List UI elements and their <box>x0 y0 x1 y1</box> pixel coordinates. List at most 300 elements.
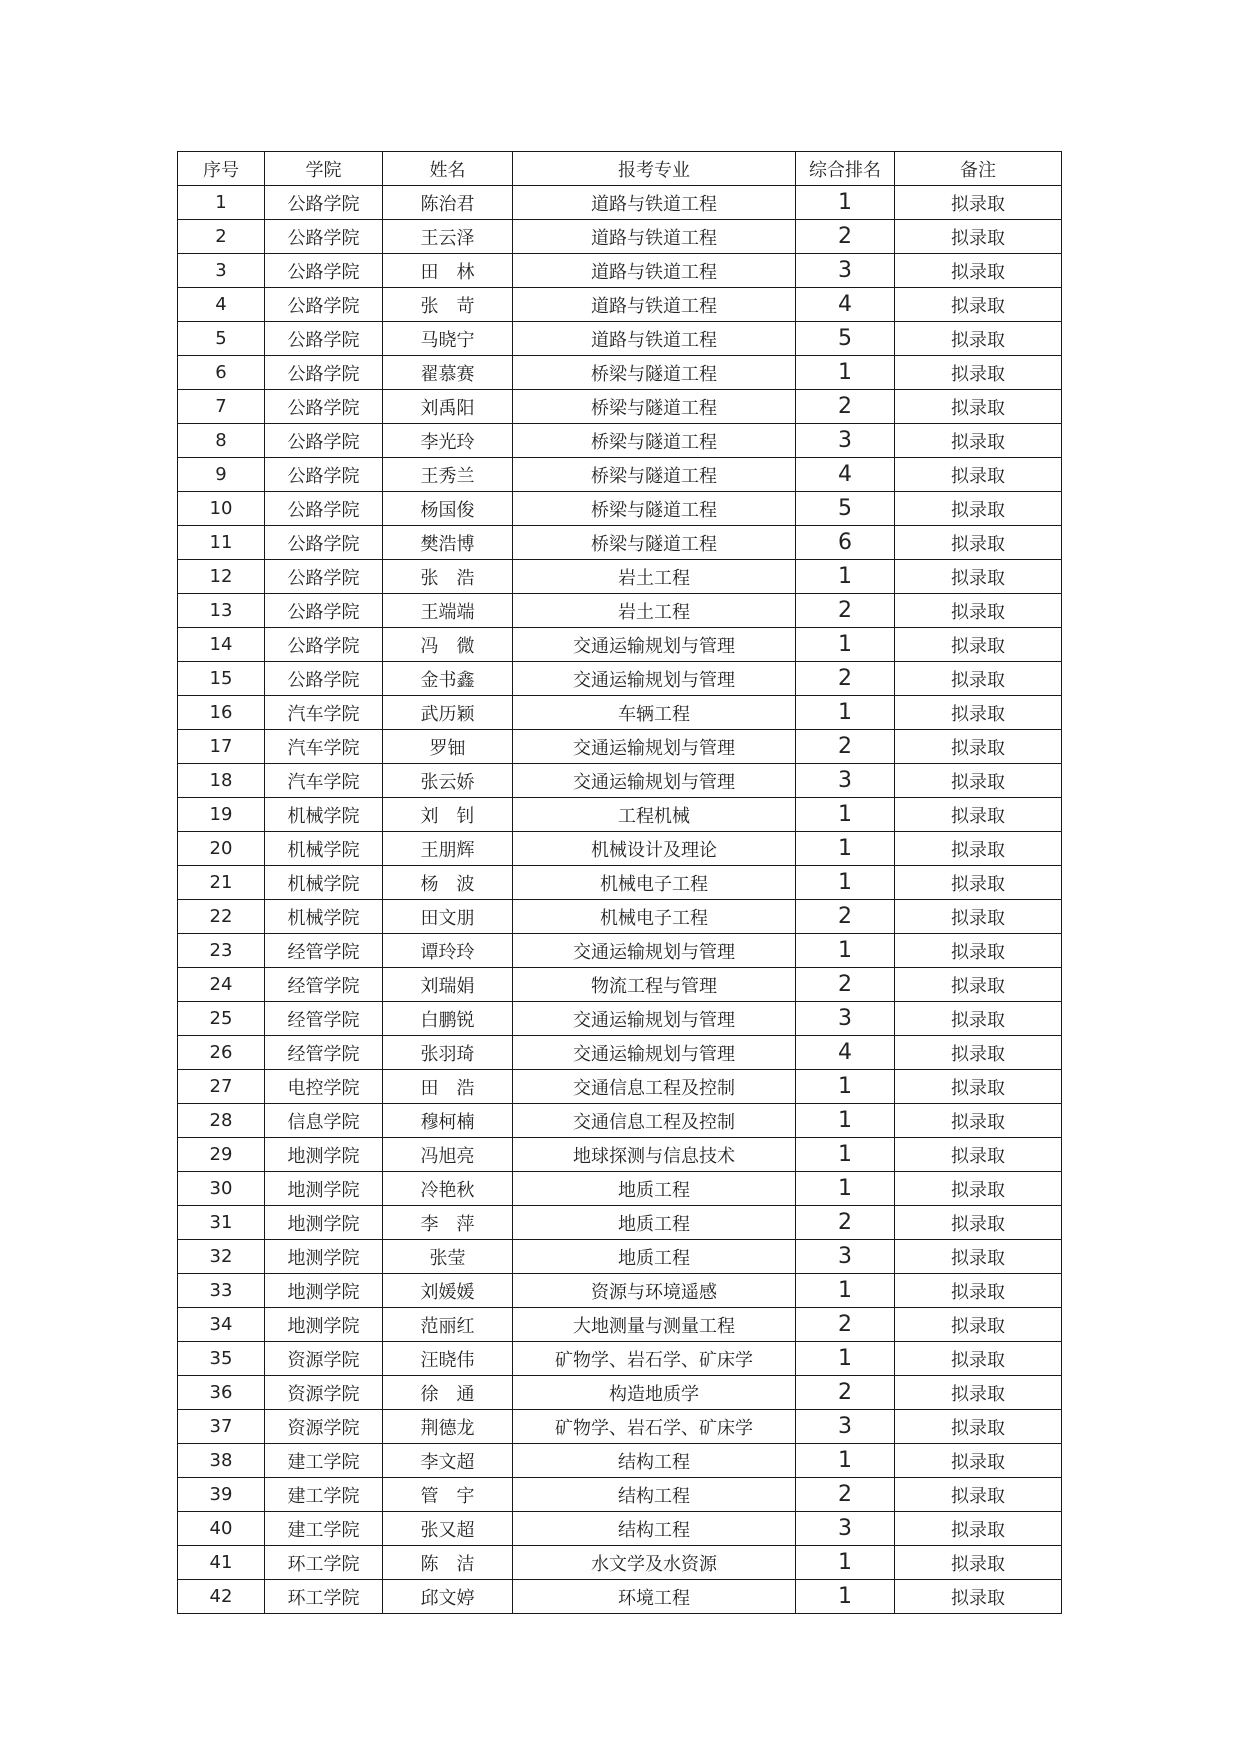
cell-note: 拟录取 <box>895 628 1062 662</box>
cell-name: 樊浩博 <box>383 526 513 560</box>
cell-major: 交通运输规划与管理 <box>513 1002 796 1036</box>
table-row <box>178 492 1062 526</box>
cell-name: 刘瑞娟 <box>383 968 513 1002</box>
cell-serial-number: 13 <box>178 594 265 628</box>
cell-rank: 2 <box>796 390 895 424</box>
cell-name: 冯旭亮 <box>383 1138 513 1172</box>
cell-major: 矿物学、岩石学、矿床学 <box>513 1410 796 1444</box>
cell-school: 公路学院 <box>265 356 383 390</box>
cell-school: 公路学院 <box>265 662 383 696</box>
cell-name: 杨国俊 <box>383 492 513 526</box>
admission-table <box>177 151 1062 1614</box>
cell-major: 交通运输规划与管理 <box>513 1036 796 1070</box>
cell-school: 环工学院 <box>265 1546 383 1580</box>
table-row <box>178 1002 1062 1036</box>
cell-rank: 1 <box>796 356 895 390</box>
cell-rank: 2 <box>796 1206 895 1240</box>
cell-note: 拟录取 <box>895 730 1062 764</box>
cell-note: 拟录取 <box>895 1512 1062 1546</box>
table-row <box>178 1172 1062 1206</box>
table-row <box>178 1308 1062 1342</box>
cell-note: 拟录取 <box>895 220 1062 254</box>
cell-major: 道路与铁道工程 <box>513 322 796 356</box>
cell-serial-number: 39 <box>178 1478 265 1512</box>
cell-school: 地测学院 <box>265 1240 383 1274</box>
cell-major: 车辆工程 <box>513 696 796 730</box>
cell-rank: 2 <box>796 1478 895 1512</box>
cell-major: 结构工程 <box>513 1478 796 1512</box>
cell-note: 拟录取 <box>895 934 1062 968</box>
cell-rank: 1 <box>796 1546 895 1580</box>
cell-major: 道路与铁道工程 <box>513 186 796 220</box>
cell-note: 拟录取 <box>895 832 1062 866</box>
cell-note: 拟录取 <box>895 492 1062 526</box>
cell-major: 机械电子工程 <box>513 866 796 900</box>
cell-name: 金书鑫 <box>383 662 513 696</box>
cell-note: 拟录取 <box>895 1478 1062 1512</box>
cell-name: 王端端 <box>383 594 513 628</box>
cell-rank: 2 <box>796 1308 895 1342</box>
table-header <box>178 152 1062 186</box>
cell-school: 公路学院 <box>265 322 383 356</box>
cell-serial-number: 5 <box>178 322 265 356</box>
cell-school: 公路学院 <box>265 594 383 628</box>
cell-school: 信息学院 <box>265 1104 383 1138</box>
cell-major: 交通运输规划与管理 <box>513 934 796 968</box>
cell-name: 刘 钊 <box>383 798 513 832</box>
cell-major: 岩土工程 <box>513 594 796 628</box>
cell-major: 构造地质学 <box>513 1376 796 1410</box>
cell-school: 经管学院 <box>265 934 383 968</box>
cell-rank: 1 <box>796 1172 895 1206</box>
cell-name: 冷艳秋 <box>383 1172 513 1206</box>
table-row <box>178 1580 1062 1614</box>
cell-school: 汽车学院 <box>265 696 383 730</box>
cell-serial-number: 20 <box>178 832 265 866</box>
cell-name: 张羽琦 <box>383 1036 513 1070</box>
cell-serial-number: 11 <box>178 526 265 560</box>
cell-rank: 1 <box>796 560 895 594</box>
cell-major: 结构工程 <box>513 1512 796 1546</box>
cell-note: 拟录取 <box>895 322 1062 356</box>
cell-major: 资源与环境遥感 <box>513 1274 796 1308</box>
cell-serial-number: 23 <box>178 934 265 968</box>
table-row <box>178 1512 1062 1546</box>
cell-name: 谭玲玲 <box>383 934 513 968</box>
cell-serial-number: 42 <box>178 1580 265 1614</box>
cell-note: 拟录取 <box>895 526 1062 560</box>
table-row <box>178 1138 1062 1172</box>
table-row <box>178 560 1062 594</box>
table-row <box>178 424 1062 458</box>
cell-rank: 3 <box>796 1512 895 1546</box>
cell-major: 环境工程 <box>513 1580 796 1614</box>
table-row <box>178 526 1062 560</box>
cell-serial-number: 37 <box>178 1410 265 1444</box>
cell-note: 拟录取 <box>895 424 1062 458</box>
table-row <box>178 594 1062 628</box>
cell-school: 经管学院 <box>265 968 383 1002</box>
cell-name: 张又超 <box>383 1512 513 1546</box>
table-row <box>178 1036 1062 1070</box>
cell-school: 资源学院 <box>265 1410 383 1444</box>
cell-major: 交通运输规划与管理 <box>513 628 796 662</box>
cell-serial-number: 18 <box>178 764 265 798</box>
cell-rank: 1 <box>796 1342 895 1376</box>
table-row <box>178 1410 1062 1444</box>
cell-major: 交通运输规划与管理 <box>513 662 796 696</box>
cell-rank: 1 <box>796 832 895 866</box>
cell-major: 桥梁与隧道工程 <box>513 390 796 424</box>
cell-rank: 1 <box>796 628 895 662</box>
cell-name: 白鹏锐 <box>383 1002 513 1036</box>
cell-rank: 2 <box>796 730 895 764</box>
cell-serial-number: 29 <box>178 1138 265 1172</box>
cell-serial-number: 17 <box>178 730 265 764</box>
table-row <box>178 900 1062 934</box>
table-row <box>178 832 1062 866</box>
cell-school: 公路学院 <box>265 492 383 526</box>
cell-serial-number: 35 <box>178 1342 265 1376</box>
cell-note: 拟录取 <box>895 356 1062 390</box>
cell-school: 建工学院 <box>265 1512 383 1546</box>
table-row <box>178 288 1062 322</box>
cell-name: 张 浩 <box>383 560 513 594</box>
cell-serial-number: 38 <box>178 1444 265 1478</box>
cell-note: 拟录取 <box>895 1274 1062 1308</box>
cell-name: 穆柯楠 <box>383 1104 513 1138</box>
cell-serial-number: 31 <box>178 1206 265 1240</box>
cell-note: 拟录取 <box>895 1444 1062 1478</box>
cell-rank: 1 <box>796 186 895 220</box>
table-row <box>178 458 1062 492</box>
cell-serial-number: 15 <box>178 662 265 696</box>
table-row <box>178 730 1062 764</box>
cell-rank: 1 <box>796 798 895 832</box>
table-row <box>178 798 1062 832</box>
table-body <box>178 186 1062 1614</box>
table-row <box>178 1240 1062 1274</box>
cell-school: 地测学院 <box>265 1274 383 1308</box>
cell-serial-number: 2 <box>178 220 265 254</box>
cell-school: 公路学院 <box>265 526 383 560</box>
cell-serial-number: 24 <box>178 968 265 1002</box>
cell-rank: 6 <box>796 526 895 560</box>
cell-school: 资源学院 <box>265 1342 383 1376</box>
cell-serial-number: 16 <box>178 696 265 730</box>
cell-school: 建工学院 <box>265 1478 383 1512</box>
table-row <box>178 186 1062 220</box>
cell-name: 田 林 <box>383 254 513 288</box>
cell-school: 公路学院 <box>265 458 383 492</box>
cell-name: 张 苛 <box>383 288 513 322</box>
cell-rank: 1 <box>796 934 895 968</box>
cell-serial-number: 40 <box>178 1512 265 1546</box>
cell-major: 桥梁与隧道工程 <box>513 526 796 560</box>
table-row <box>178 662 1062 696</box>
cell-school: 地测学院 <box>265 1206 383 1240</box>
header-major: 报考专业 <box>513 152 796 186</box>
cell-note: 拟录取 <box>895 1546 1062 1580</box>
table-row <box>178 628 1062 662</box>
table-row <box>178 390 1062 424</box>
table-row <box>178 356 1062 390</box>
table-row <box>178 696 1062 730</box>
cell-major: 地质工程 <box>513 1172 796 1206</box>
table-row <box>178 1342 1062 1376</box>
cell-note: 拟录取 <box>895 866 1062 900</box>
cell-name: 王云泽 <box>383 220 513 254</box>
cell-rank: 1 <box>796 1274 895 1308</box>
cell-school: 经管学院 <box>265 1002 383 1036</box>
cell-note: 拟录取 <box>895 968 1062 1002</box>
cell-name: 张莹 <box>383 1240 513 1274</box>
cell-serial-number: 36 <box>178 1376 265 1410</box>
cell-name: 罗钿 <box>383 730 513 764</box>
table-row <box>178 1478 1062 1512</box>
cell-name: 田文朋 <box>383 900 513 934</box>
cell-serial-number: 12 <box>178 560 265 594</box>
cell-rank: 1 <box>796 696 895 730</box>
cell-school: 公路学院 <box>265 186 383 220</box>
cell-rank: 3 <box>796 1240 895 1274</box>
table-row <box>178 1104 1062 1138</box>
cell-school: 地测学院 <box>265 1308 383 1342</box>
header-name: 姓名 <box>383 152 513 186</box>
cell-rank: 4 <box>796 1036 895 1070</box>
cell-major: 交通运输规划与管理 <box>513 730 796 764</box>
table-row <box>178 322 1062 356</box>
cell-rank: 4 <box>796 288 895 322</box>
cell-serial-number: 14 <box>178 628 265 662</box>
cell-serial-number: 32 <box>178 1240 265 1274</box>
cell-school: 电控学院 <box>265 1070 383 1104</box>
cell-serial-number: 33 <box>178 1274 265 1308</box>
cell-name: 荆德龙 <box>383 1410 513 1444</box>
cell-name: 李 萍 <box>383 1206 513 1240</box>
cell-serial-number: 19 <box>178 798 265 832</box>
cell-school: 公路学院 <box>265 390 383 424</box>
cell-note: 拟录取 <box>895 662 1062 696</box>
cell-school: 地测学院 <box>265 1138 383 1172</box>
cell-name: 汪晓伟 <box>383 1342 513 1376</box>
table-row <box>178 934 1062 968</box>
cell-school: 机械学院 <box>265 798 383 832</box>
cell-rank: 3 <box>796 254 895 288</box>
cell-name: 张云娇 <box>383 764 513 798</box>
cell-rank: 1 <box>796 1070 895 1104</box>
cell-note: 拟录取 <box>895 1002 1062 1036</box>
cell-rank: 1 <box>796 1138 895 1172</box>
cell-note: 拟录取 <box>895 1036 1062 1070</box>
cell-note: 拟录取 <box>895 288 1062 322</box>
cell-rank: 1 <box>796 1580 895 1614</box>
cell-serial-number: 7 <box>178 390 265 424</box>
cell-serial-number: 22 <box>178 900 265 934</box>
cell-school: 环工学院 <box>265 1580 383 1614</box>
cell-school: 公路学院 <box>265 424 383 458</box>
cell-name: 范丽红 <box>383 1308 513 1342</box>
cell-rank: 2 <box>796 594 895 628</box>
cell-note: 拟录取 <box>895 798 1062 832</box>
table-row <box>178 764 1062 798</box>
header-serial-number: 序号 <box>178 152 265 186</box>
cell-serial-number: 8 <box>178 424 265 458</box>
cell-rank: 4 <box>796 458 895 492</box>
cell-name: 刘媛媛 <box>383 1274 513 1308</box>
cell-rank: 1 <box>796 1104 895 1138</box>
cell-serial-number: 27 <box>178 1070 265 1104</box>
cell-rank: 2 <box>796 662 895 696</box>
cell-note: 拟录取 <box>895 764 1062 798</box>
cell-major: 物流工程与管理 <box>513 968 796 1002</box>
cell-school: 机械学院 <box>265 866 383 900</box>
cell-note: 拟录取 <box>895 560 1062 594</box>
cell-major: 结构工程 <box>513 1444 796 1478</box>
cell-note: 拟录取 <box>895 900 1062 934</box>
header-note: 备注 <box>895 152 1062 186</box>
cell-major: 道路与铁道工程 <box>513 288 796 322</box>
cell-school: 公路学院 <box>265 288 383 322</box>
cell-name: 刘禹阳 <box>383 390 513 424</box>
cell-rank: 5 <box>796 322 895 356</box>
cell-note: 拟录取 <box>895 1206 1062 1240</box>
cell-major: 桥梁与隧道工程 <box>513 356 796 390</box>
cell-school: 公路学院 <box>265 628 383 662</box>
cell-name: 王朋辉 <box>383 832 513 866</box>
cell-major: 桥梁与隧道工程 <box>513 424 796 458</box>
cell-major: 地球探测与信息技术 <box>513 1138 796 1172</box>
cell-note: 拟录取 <box>895 1342 1062 1376</box>
table-row <box>178 1376 1062 1410</box>
cell-name: 冯 微 <box>383 628 513 662</box>
cell-name: 马晓宁 <box>383 322 513 356</box>
cell-serial-number: 21 <box>178 866 265 900</box>
cell-major: 地质工程 <box>513 1240 796 1274</box>
header-row <box>178 152 1062 186</box>
cell-rank: 2 <box>796 1376 895 1410</box>
cell-serial-number: 4 <box>178 288 265 322</box>
cell-major: 交通信息工程及控制 <box>513 1070 796 1104</box>
table-row <box>178 220 1062 254</box>
cell-serial-number: 41 <box>178 1546 265 1580</box>
cell-name: 管 宇 <box>383 1478 513 1512</box>
cell-major: 机械设计及理论 <box>513 832 796 866</box>
cell-serial-number: 30 <box>178 1172 265 1206</box>
cell-major: 道路与铁道工程 <box>513 254 796 288</box>
cell-major: 水文学及水资源 <box>513 1546 796 1580</box>
cell-rank: 3 <box>796 764 895 798</box>
cell-major: 大地测量与测量工程 <box>513 1308 796 1342</box>
cell-note: 拟录取 <box>895 1240 1062 1274</box>
cell-serial-number: 28 <box>178 1104 265 1138</box>
cell-name: 邱文婷 <box>383 1580 513 1614</box>
cell-major: 桥梁与隧道工程 <box>513 458 796 492</box>
cell-major: 交通信息工程及控制 <box>513 1104 796 1138</box>
cell-major: 桥梁与隧道工程 <box>513 492 796 526</box>
cell-major: 交通运输规划与管理 <box>513 764 796 798</box>
cell-rank: 2 <box>796 968 895 1002</box>
cell-school: 机械学院 <box>265 900 383 934</box>
cell-school: 建工学院 <box>265 1444 383 1478</box>
cell-note: 拟录取 <box>895 254 1062 288</box>
cell-name: 李文超 <box>383 1444 513 1478</box>
cell-rank: 3 <box>796 1410 895 1444</box>
cell-school: 经管学院 <box>265 1036 383 1070</box>
header-rank: 综合排名 <box>796 152 895 186</box>
cell-school: 地测学院 <box>265 1172 383 1206</box>
cell-note: 拟录取 <box>895 390 1062 424</box>
table-row <box>178 1546 1062 1580</box>
table-row <box>178 1070 1062 1104</box>
cell-serial-number: 25 <box>178 1002 265 1036</box>
cell-school: 公路学院 <box>265 254 383 288</box>
cell-serial-number: 26 <box>178 1036 265 1070</box>
cell-major: 岩土工程 <box>513 560 796 594</box>
cell-name: 田 浩 <box>383 1070 513 1104</box>
cell-note: 拟录取 <box>895 1376 1062 1410</box>
cell-note: 拟录取 <box>895 1138 1062 1172</box>
cell-note: 拟录取 <box>895 594 1062 628</box>
cell-major: 工程机械 <box>513 798 796 832</box>
cell-major: 机械电子工程 <box>513 900 796 934</box>
table-row <box>178 1206 1062 1240</box>
cell-note: 拟录取 <box>895 1308 1062 1342</box>
cell-serial-number: 3 <box>178 254 265 288</box>
cell-note: 拟录取 <box>895 696 1062 730</box>
cell-note: 拟录取 <box>895 1070 1062 1104</box>
header-school: 学院 <box>265 152 383 186</box>
table-row <box>178 968 1062 1002</box>
cell-school: 资源学院 <box>265 1376 383 1410</box>
cell-major: 地质工程 <box>513 1206 796 1240</box>
cell-serial-number: 1 <box>178 186 265 220</box>
cell-school: 机械学院 <box>265 832 383 866</box>
cell-school: 公路学院 <box>265 560 383 594</box>
cell-serial-number: 34 <box>178 1308 265 1342</box>
cell-name: 翟慕赛 <box>383 356 513 390</box>
cell-name: 武历颖 <box>383 696 513 730</box>
table-row <box>178 1274 1062 1308</box>
cell-serial-number: 6 <box>178 356 265 390</box>
cell-note: 拟录取 <box>895 186 1062 220</box>
cell-rank: 3 <box>796 1002 895 1036</box>
cell-rank: 5 <box>796 492 895 526</box>
cell-rank: 3 <box>796 424 895 458</box>
cell-note: 拟录取 <box>895 1172 1062 1206</box>
cell-name: 杨 波 <box>383 866 513 900</box>
cell-name: 陈 洁 <box>383 1546 513 1580</box>
cell-school: 公路学院 <box>265 220 383 254</box>
table-row <box>178 254 1062 288</box>
cell-rank: 1 <box>796 866 895 900</box>
cell-rank: 2 <box>796 900 895 934</box>
table-row <box>178 866 1062 900</box>
table-row <box>178 1444 1062 1478</box>
cell-name: 徐 通 <box>383 1376 513 1410</box>
cell-rank: 1 <box>796 1444 895 1478</box>
cell-note: 拟录取 <box>895 1580 1062 1614</box>
cell-rank: 2 <box>796 220 895 254</box>
cell-major: 矿物学、岩石学、矿床学 <box>513 1342 796 1376</box>
cell-serial-number: 10 <box>178 492 265 526</box>
cell-name: 李光玲 <box>383 424 513 458</box>
cell-serial-number: 9 <box>178 458 265 492</box>
cell-school: 汽车学院 <box>265 764 383 798</box>
cell-note: 拟录取 <box>895 458 1062 492</box>
cell-note: 拟录取 <box>895 1410 1062 1444</box>
cell-school: 汽车学院 <box>265 730 383 764</box>
